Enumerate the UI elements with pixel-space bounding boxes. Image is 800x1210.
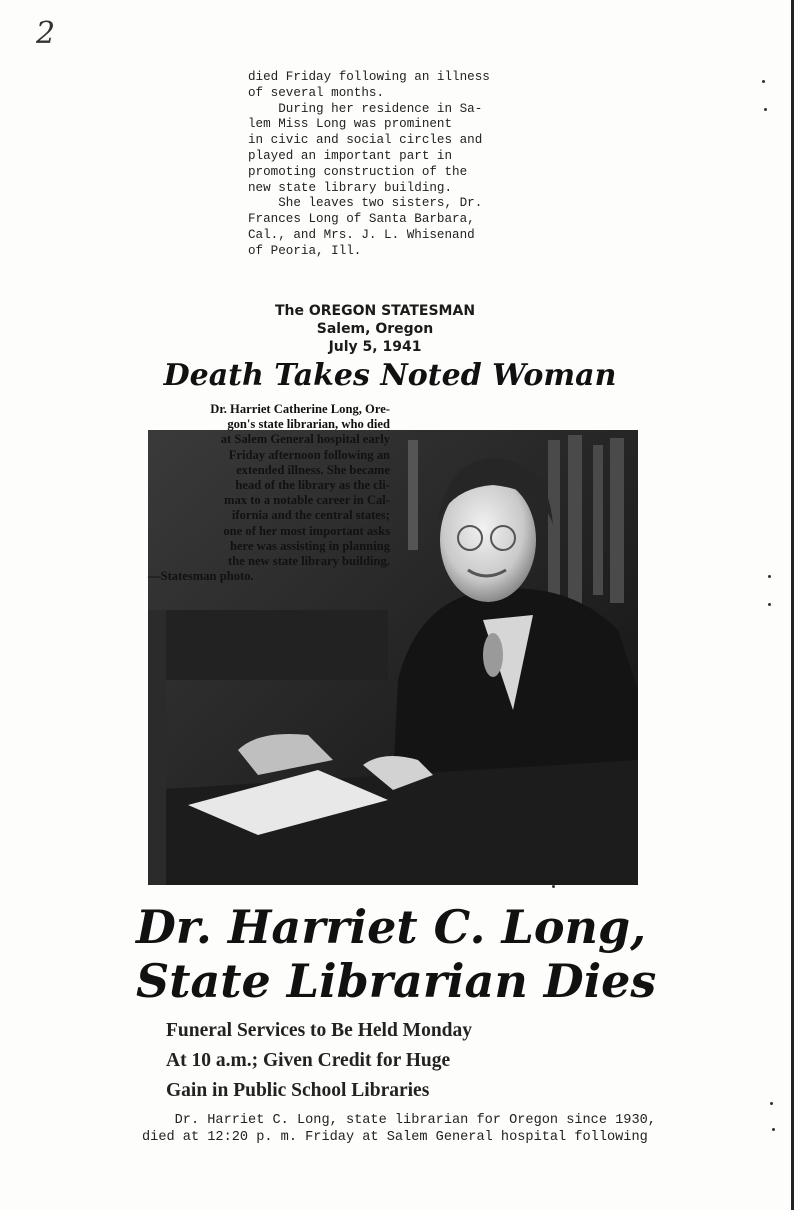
subheadline-line-2: At 10 a.m.; Given Credit for Huge [166, 1050, 451, 1071]
paragraph-line: of several months. [248, 85, 385, 100]
subheadline-line-1: Funeral Services to Be Held Monday [166, 1020, 473, 1041]
caption-line: head of the library as the cli- [235, 478, 390, 493]
photo-headline: Death Takes Noted Woman [163, 358, 617, 393]
scan-speck [768, 575, 771, 578]
article-body [142, 1112, 662, 1146]
page-number: 2 [36, 16, 56, 51]
scan-speck [772, 1128, 775, 1131]
masthead-city: Salem, Oregon [316, 321, 434, 337]
masthead-date: July 5, 1941 [328, 339, 422, 355]
paragraph-line: new state library building. [248, 180, 453, 195]
paragraph-line: Cal., and Mrs. J. L. Whisenand [248, 227, 475, 242]
caption-line: Dr. Harriet Catherine Long, Ore- [210, 402, 390, 416]
caption-line: one of her most important asks [223, 523, 390, 538]
caption-line: extended illness. She became [236, 462, 390, 477]
article-line: Dr. Harriet C. Long, state librarian for Oregon since 1930, [142, 1113, 656, 1128]
paragraph-line: played an important part in [248, 148, 453, 163]
scan-speck [768, 603, 771, 606]
main-headline-line-2: State Librarian Dies [136, 954, 657, 1008]
masthead-paper: The OREGON STATESMAN [274, 303, 476, 319]
main-headline-line-1: Dr. Harriet C. Long, [136, 900, 647, 954]
paragraph-line: died Friday following an illness [248, 70, 490, 84]
paragraph-line: Frances Long of Santa Barbara, [248, 212, 475, 227]
caption-line: here was assisting in planning [229, 538, 390, 553]
photo-caption [128, 402, 390, 584]
scan-speck [770, 1102, 773, 1105]
caption-line: the new state library building. [228, 554, 390, 569]
caption-line: max to a notable career in Cal- [223, 493, 390, 508]
paragraph-line: promoting construction of the [248, 164, 468, 179]
top-paragraphs [248, 70, 496, 260]
article-line: died at 12:20 p. m. Friday at Salem General hospital following [142, 1130, 648, 1145]
page-edge [791, 0, 794, 1210]
caption-line: Friday afternoon following an [228, 447, 390, 462]
paragraph-line: in civic and social circles and [248, 133, 483, 148]
scan-speck [764, 108, 767, 111]
caption-line: ifornia and the central states; [231, 508, 390, 523]
scan-speck [762, 80, 765, 83]
subheadline-line-3: Gain in Public School Libraries [166, 1080, 430, 1101]
paragraph-line: lem Miss Long was prominent [248, 117, 453, 132]
caption-credit: —Statesman photo. [148, 569, 254, 584]
paragraph-line: During her residence in Sa- [248, 101, 483, 116]
paragraph-line: of Peoria, Ill. [248, 243, 362, 258]
caption-line: gon's state librarian, who died [227, 417, 390, 432]
scan-speck [552, 885, 555, 888]
paragraph-line: She leaves two sisters, Dr. [248, 196, 483, 211]
caption-line: at Salem General hospital early [220, 432, 390, 447]
